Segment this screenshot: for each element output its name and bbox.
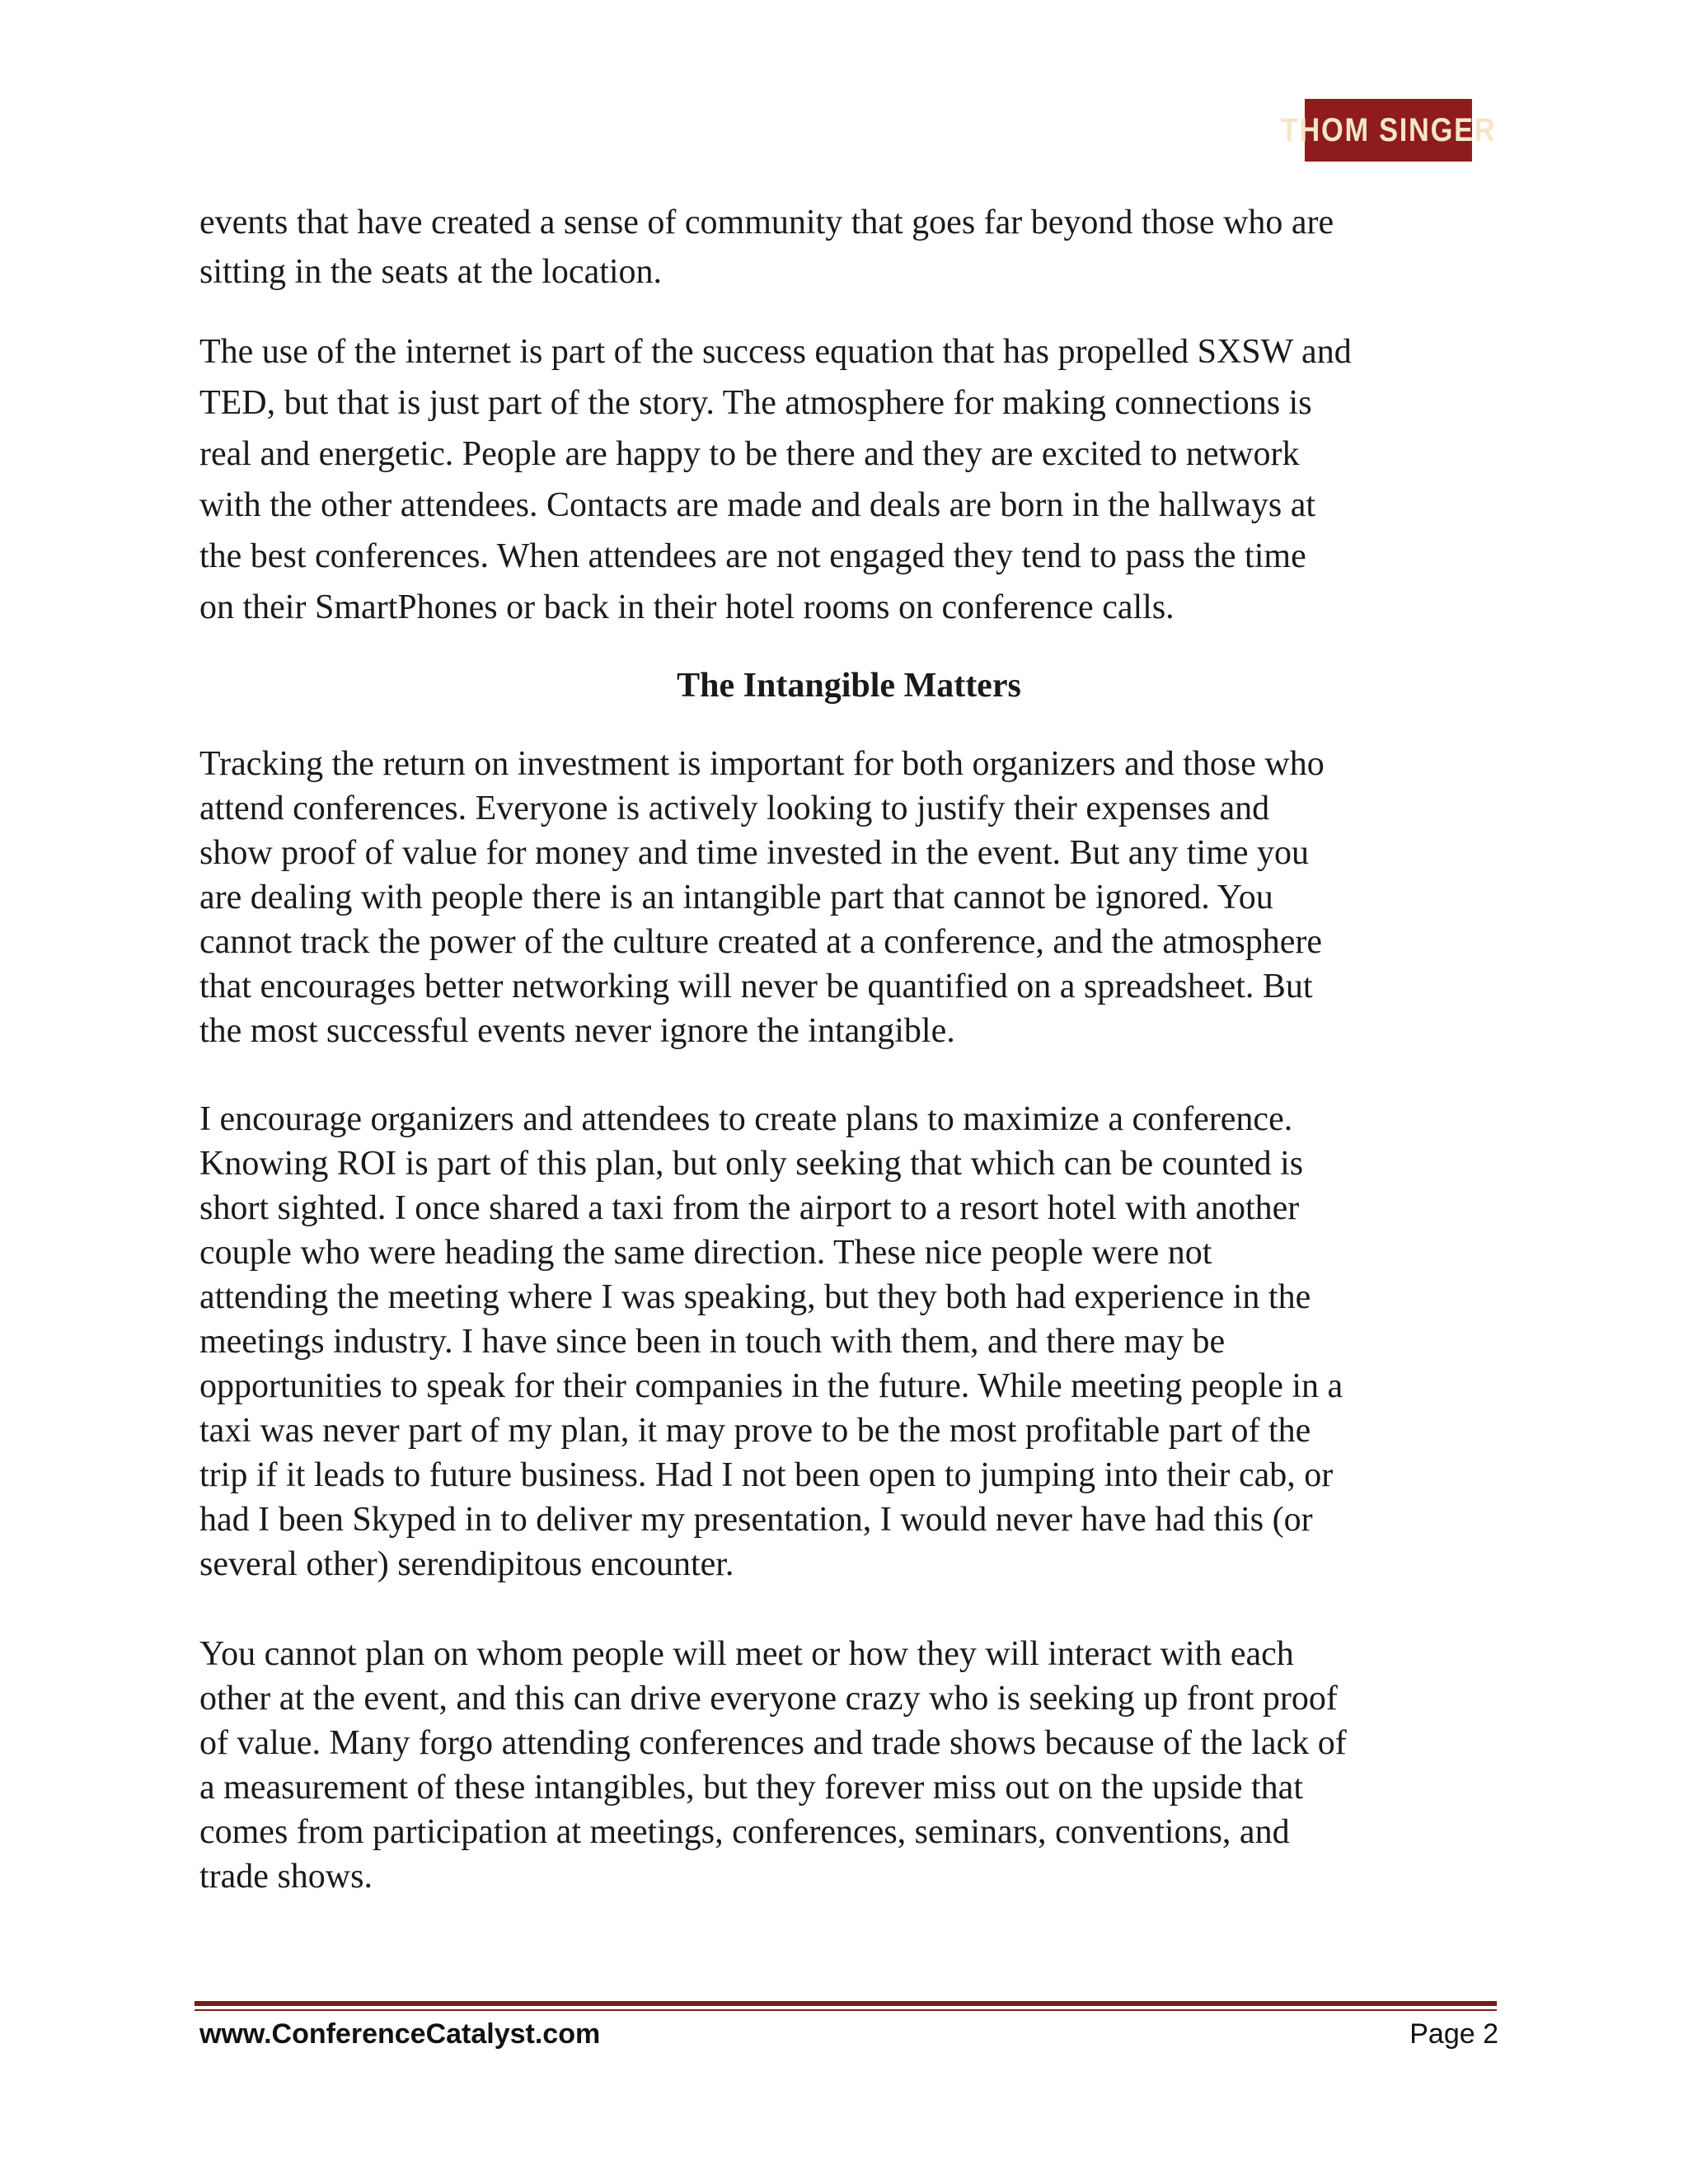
paragraph-internet: The use of the internet is part of the success equation that has propelled SXSW and TED, but that is just part of the story. The atmosphere for making connections is real and energetic. People are happy to be there and they are excited to network with the other attendees. Contacts are made and deals are born in the hallways at the best conferences. When attendees are not engaged they tend to pass the time on their SmartPhones or back in their hotel rooms on conference calls. — [199, 333, 1352, 626]
paragraph-roi: Tracking the return on investment is important for both organizers and those who attend conferences. Everyone is actively looking to justify their expenses and show proof of value for money and time invested in the event. But any time you are dealing with people there is an intangible part that cannot be ignored. You cannot track the power of the culture created at a conference, and the atmosphere that encourages better networking will never be quantified on a spreadsheet. But the most successful events never ignore the intangible. — [199, 745, 1325, 1050]
footer-website-link[interactable]: www.ConferenceCatalyst.com — [199, 2018, 601, 2050]
page-number: Page 2 — [1409, 2018, 1498, 2050]
thom-singer-logo: THOM SINGER — [1305, 99, 1472, 162]
footer-divider — [195, 2001, 1497, 2006]
footer-divider-thin — [195, 2009, 1497, 2011]
paragraph-cannot-plan: You cannot plan on whom people will meet or how they will interact with each other at the event, and this can drive everyone crazy who is seeking up front proof of value. Many forgo attending conferences and trade shows because of the lack of a measurement of these intangibles, but they forever miss out on the upside that comes from participation at meetings, conferences, seminars, conventions, and trade shows. — [199, 1635, 1347, 1896]
section-heading: The Intangible Matters — [677, 667, 1021, 705]
paragraph-plans: I encourage organizers and attendees to create plans to maximize a conference. Knowing ROI is part of this plan, but only seeking that which can be counted is short sighted. I once shared a taxi from the airport to a resort hotel with another couple who were heading the same direction. These nice people were not attending the meeting where I was speaking, but they both had experience in the meetings industry. I have since been in touch with them, and there may be opportunities to speak for their companies in the future. While meeting people in a taxi was never part of my plan, it may prove to be the most profitable part of the trip if it leads to future business. Had I not been open to jumping into their cab, or had I been Skyped in to deliver my presentation, I would never have had this (or several other) serendipitous encounter. — [199, 1100, 1343, 1583]
paragraph-community: events that have created a sense of community that goes far beyond those who are sitting in the seats at the location. — [199, 204, 1334, 291]
